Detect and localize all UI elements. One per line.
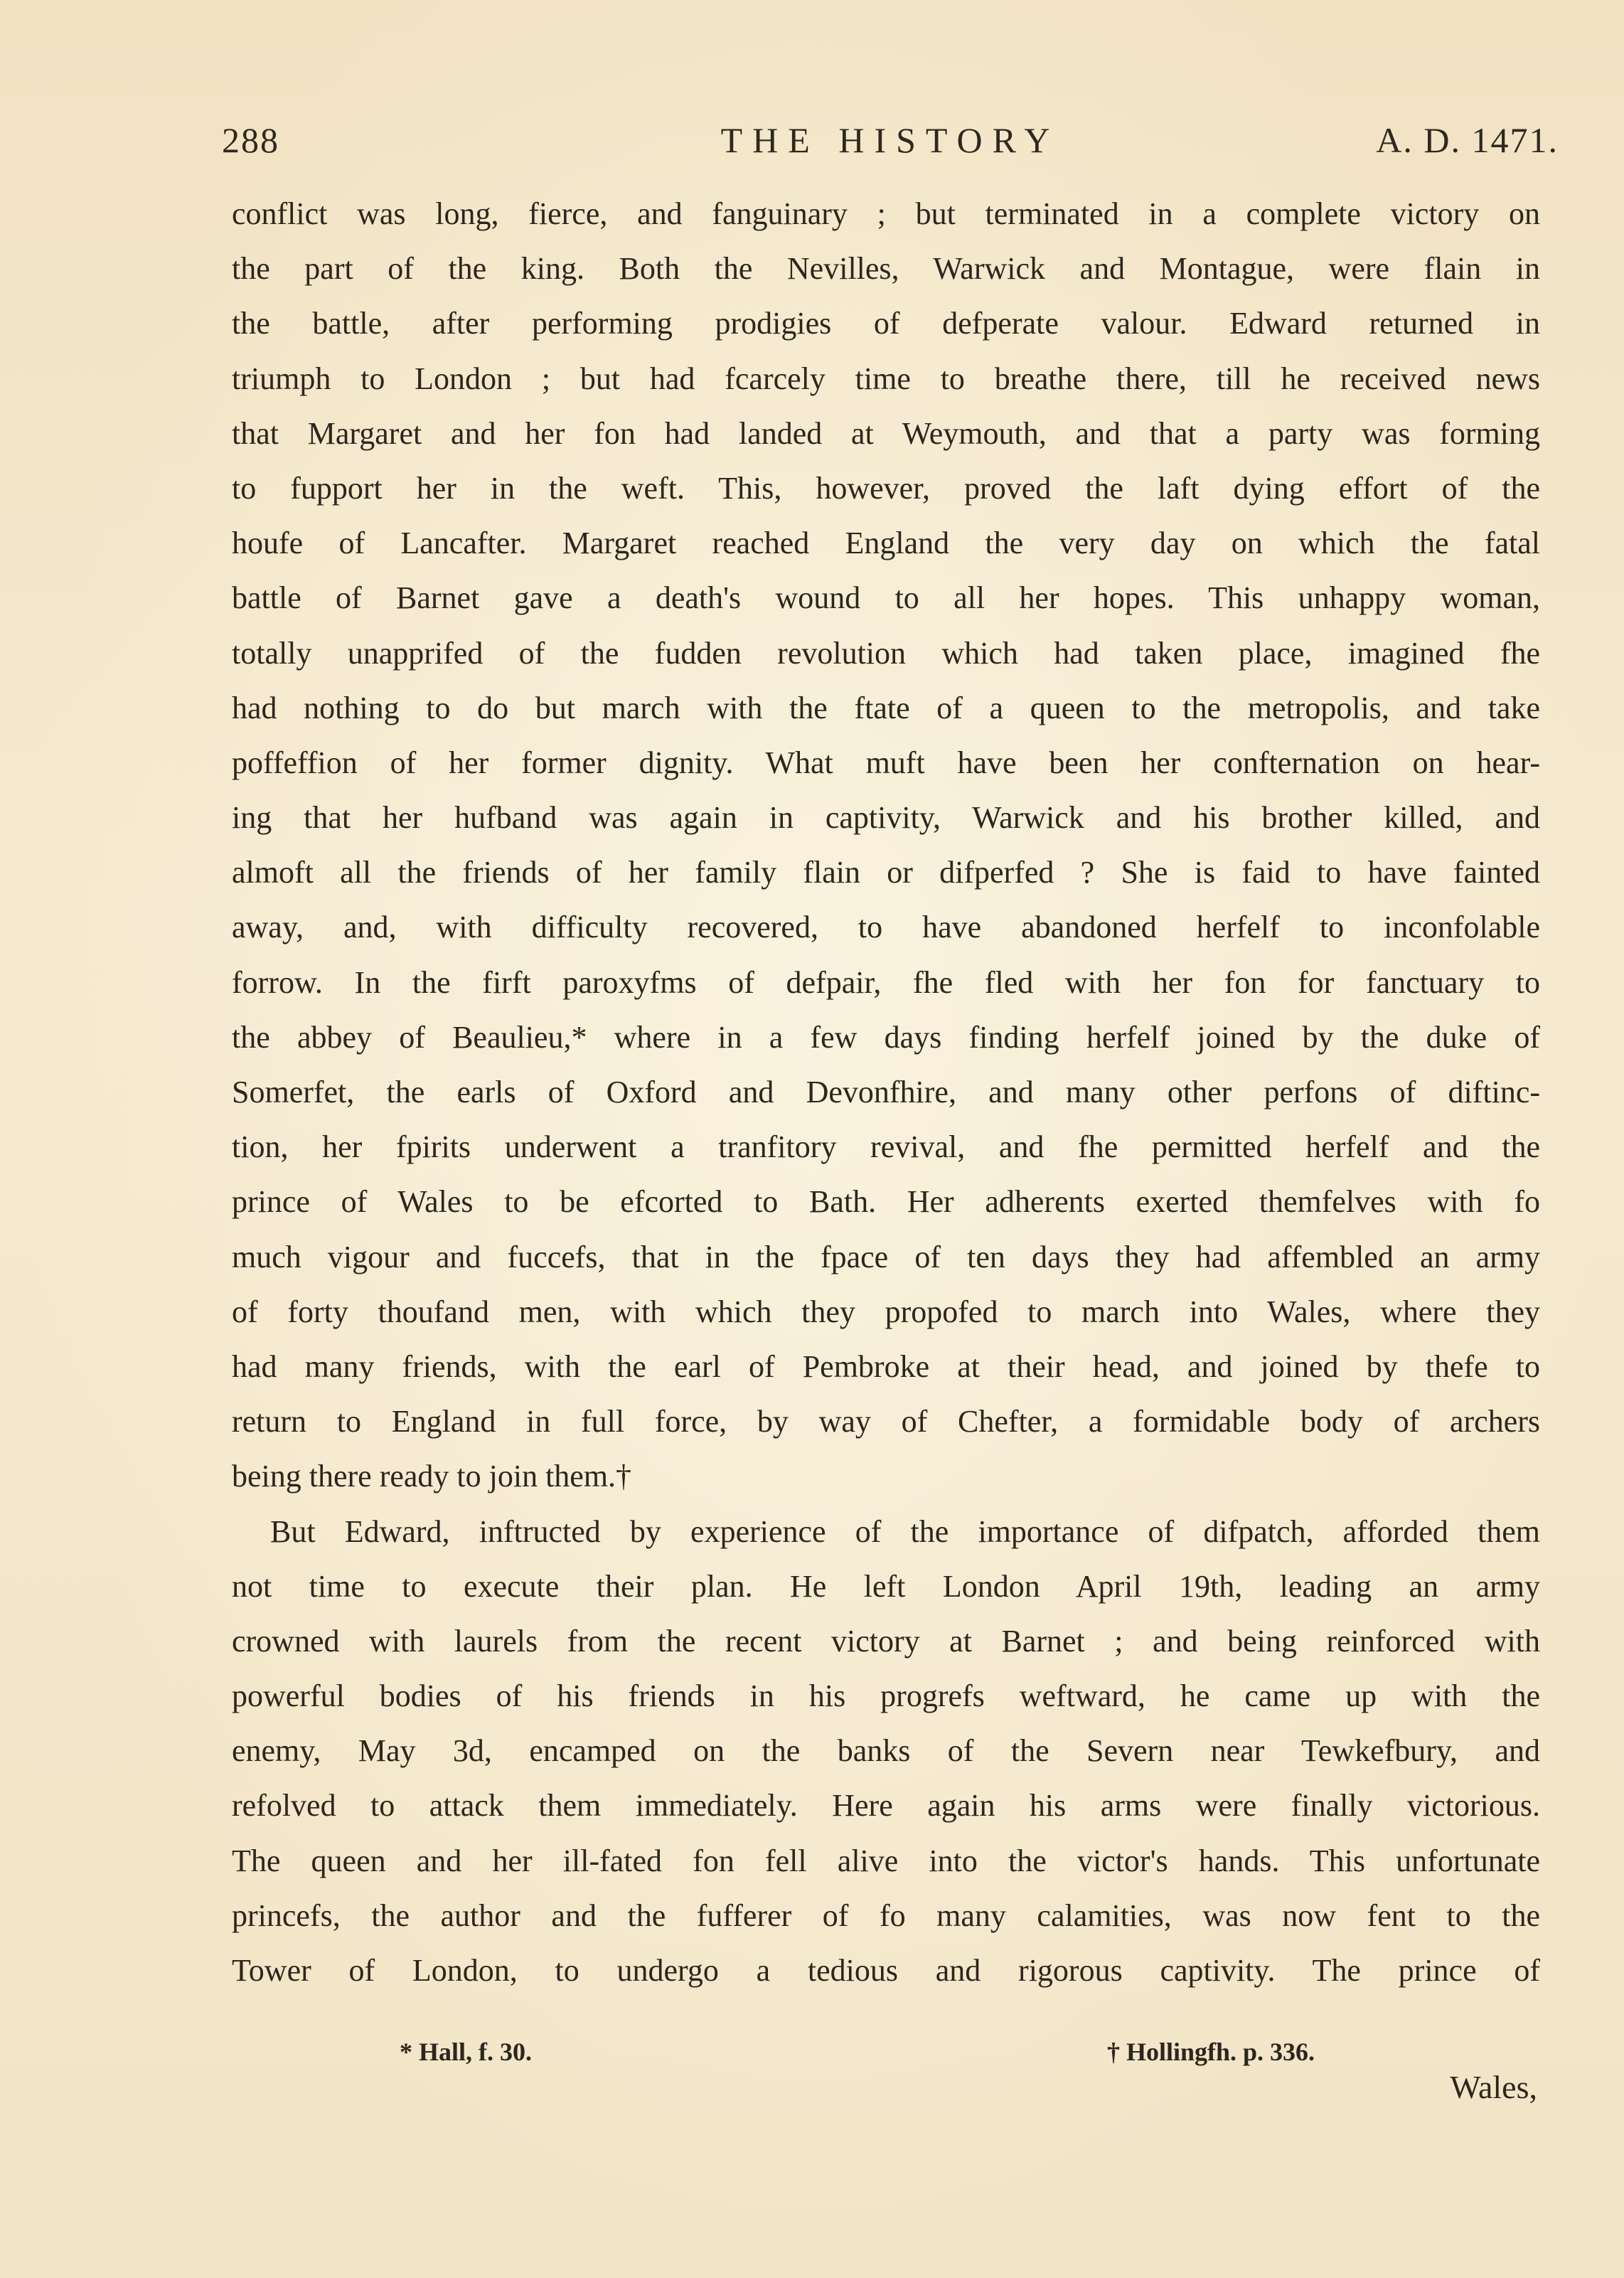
- text-line: forrow. In the firft paroxyfms of defpair, fhe fled with her fon for fanctuary to: [232, 964, 1540, 1000]
- text-line: prince of Wales to be efcorted to Bath. Her adherents exerted themfelves with fo: [232, 1184, 1540, 1220]
- text-line: enemy, May 3d, encamped on the banks of the Severn near Tewkefbury, and: [232, 1733, 1540, 1769]
- page-header: [222, 119, 1559, 169]
- footnotes: [222, 2037, 1559, 2080]
- paragraph: [232, 1504, 1540, 1998]
- text-line: tion, her fpirits underwent a tranfitory revival, and fhe permitted herfelf and the: [232, 1129, 1540, 1165]
- text-line: triumph to London ; but had fcarcely time to breathe there, till he received news: [232, 361, 1540, 396]
- text-line: Somerfet, the earls of Oxford and Devonfhire, and many other perfons of diftinc-: [232, 1075, 1540, 1109]
- text-line: Tower of London, to undergo a tedious and rigorous captivity. The prince of: [232, 1953, 1540, 1988]
- text-line: ing that her hufband was again in captivity, Warwick and his brother killed, and: [232, 800, 1540, 836]
- footnote-hollingshead: † Hollingfh. p. 336.: [1107, 2038, 1315, 2066]
- text-line: had many friends, with the earl of Pembroke at their head, and joined by thefe to: [232, 1348, 1540, 1384]
- text-line: crowned with laurels from the recent victory at Barnet ; and being reinforced with: [232, 1623, 1540, 1659]
- text-line: almoft all the friends of her family flain or difperfed ? She is faid to have fainted: [232, 855, 1540, 890]
- text-line: powerful bodies of his friends in his progrefs weftward, he came up with the: [232, 1678, 1540, 1714]
- text-line: But Edward, inftructed by experience of the importance of difpatch, afforded them: [270, 1513, 1540, 1549]
- text-line: princefs, the author and the fufferer of fo many calamities, was now fent to the: [232, 1898, 1540, 1933]
- text-line: of forty thoufand men, with which they propofed to march into Wales, where they: [232, 1294, 1540, 1329]
- text-line: battle of Barnet gave a death's wound to all her hopes. This unhappy woman,: [232, 580, 1540, 616]
- text-line: The queen and her ill-fated fon fell alive into the victor's hands. This unfortunate: [232, 1843, 1540, 1878]
- catchword: Wales,: [1450, 2069, 1537, 2105]
- text-line: return to England in full force, by way of Chefter, a formidable body of archers: [232, 1404, 1540, 1439]
- text-line: the abbey of Beaulieu,* where in a few days finding herfelf joined by the duke of: [232, 1019, 1540, 1055]
- running-title: THE HISTORY: [720, 120, 1060, 160]
- text-line: the part of the king. Both the Nevilles, Warwick and Montague, were flain in: [232, 251, 1540, 287]
- text-line: poffeffion of her former dignity. What muft have been her confternation on hear-: [232, 745, 1540, 780]
- text-line: had nothing to do but march with the ftate of a queen to the metropolis, and take: [232, 690, 1540, 725]
- text-line: that Margaret and her fon had landed at Weymouth, and that a party was forming: [232, 415, 1540, 451]
- text-line: the battle, after performing prodigies of defperate valour. Edward returned in: [232, 306, 1540, 341]
- header-date: A. D. 1471.: [1376, 120, 1559, 160]
- text-line: conflict was long, fierce, and fanguinary ; but terminated in a complete victory on: [232, 196, 1540, 231]
- page-number: 288: [222, 120, 279, 160]
- text-line: to fupport her in the weft. This, however, proved the laft dying effort of the: [232, 470, 1540, 506]
- text-line: refolved to attack them immediately. Here again his arms were finally victorious.: [232, 1788, 1540, 1824]
- text-line: much vigour and fuccefs, that in the fpace of ten days they had affembled an army: [232, 1239, 1540, 1274]
- text-line: not time to execute their plan. He left London April 19th, leading an army: [232, 1568, 1540, 1604]
- footnote-hall: * Hall, f. 30.: [400, 2038, 532, 2066]
- text-line: houfe of Lancafter. Margaret reached England the very day on which the fatal: [232, 526, 1540, 561]
- text-line: totally unapprifed of the fudden revolution which had taken place, imagined fhe: [232, 635, 1540, 671]
- text-line: being there ready to join them.†: [232, 1459, 632, 1494]
- paragraph: [232, 186, 1540, 1504]
- body-text: [232, 186, 1540, 1998]
- text-line: away, and, with difficulty recovered, to have abandoned herfelf to inconfolable: [232, 910, 1540, 945]
